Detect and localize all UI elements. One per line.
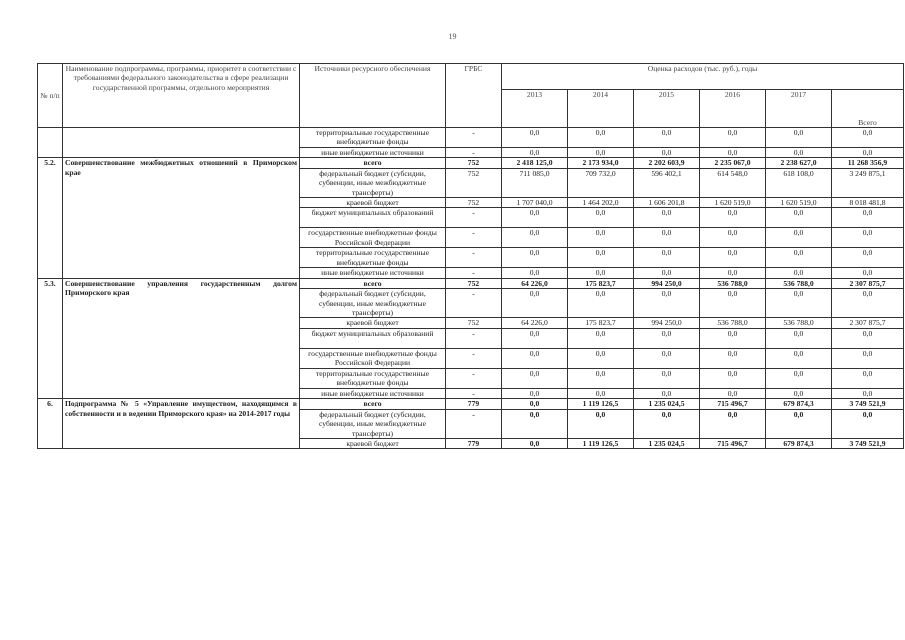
value-cell: 8 018 481,8 — [832, 198, 904, 208]
grbs-cell: - — [446, 368, 502, 388]
value-cell: 0,0 — [502, 399, 568, 409]
value-cell: 0,0 — [634, 409, 700, 438]
value-cell: 709 732,0 — [568, 168, 634, 197]
header-year: 2017 — [766, 90, 832, 128]
section-number: 5.2. — [38, 158, 63, 278]
value-cell: 0,0 — [502, 368, 568, 388]
value-cell: 0,0 — [766, 268, 832, 278]
header-num: № п/п — [38, 64, 63, 128]
header-total: Всего — [832, 90, 904, 128]
value-cell: 0,0 — [568, 268, 634, 278]
value-cell: 0,0 — [766, 248, 832, 268]
value-cell: 0,0 — [568, 328, 634, 348]
table-header — [38, 64, 904, 128]
source-cell: территориальные государственные внебюджетные фонды — [300, 248, 446, 268]
name-cell — [63, 128, 300, 158]
grbs-cell: 752 — [446, 318, 502, 328]
value-cell: 0,0 — [502, 388, 568, 398]
value-cell: 2 235 067,0 — [700, 158, 766, 168]
value-cell: 0,0 — [502, 328, 568, 348]
grbs-cell: - — [446, 328, 502, 348]
value-cell: 2 307 875,7 — [832, 318, 904, 328]
value-cell: 0,0 — [700, 328, 766, 348]
value-cell: 0,0 — [766, 348, 832, 368]
value-cell: 2 238 627,0 — [766, 158, 832, 168]
source-cell: иные внебюджетные источники — [300, 268, 446, 278]
value-cell: 1 119 126,5 — [568, 399, 634, 409]
value-cell: 0,0 — [502, 208, 568, 228]
value-cell: 0,0 — [832, 289, 904, 318]
value-cell: 715 496,7 — [700, 438, 766, 448]
header-year: 2013 — [502, 90, 568, 128]
value-cell: 0,0 — [700, 228, 766, 248]
value-cell: 2 418 125,0 — [502, 158, 568, 168]
value-cell: 0,0 — [766, 368, 832, 388]
value-cell: 0,0 — [832, 208, 904, 228]
source-cell: всего — [300, 158, 446, 168]
value-cell: 0,0 — [502, 289, 568, 318]
source-cell: территориальные государственные внебюджетные фонды — [300, 128, 446, 148]
value-cell: 1 620 519,0 — [700, 198, 766, 208]
grbs-cell: - — [446, 348, 502, 368]
value-cell: 1 119 126,5 — [568, 438, 634, 448]
grbs-cell: - — [446, 148, 502, 158]
num-cell — [38, 128, 63, 158]
value-cell: 0,0 — [568, 409, 634, 438]
value-cell: 0,0 — [634, 148, 700, 158]
source-cell: бюджет муниципальных образований — [300, 328, 446, 348]
value-cell: 0,0 — [832, 248, 904, 268]
value-cell: 0,0 — [766, 208, 832, 228]
table-row — [38, 128, 904, 148]
header-name: Наименование подпрограммы, программы, приоритет в соответствии с требованиями федерального законодательства в сфере реализации государственной программы, отдельного мероприятия — [63, 64, 300, 128]
header-year: 2016 — [700, 90, 766, 128]
value-cell: 1 464 202,0 — [568, 198, 634, 208]
value-cell: 536 788,0 — [766, 278, 832, 288]
value-cell: 0,0 — [634, 128, 700, 148]
page-number: 19 — [448, 32, 457, 41]
value-cell: 0,0 — [700, 208, 766, 228]
value-cell: 0,0 — [700, 128, 766, 148]
source-cell: краевой бюджет — [300, 438, 446, 448]
grbs-cell: - — [446, 128, 502, 148]
grbs-cell: 752 — [446, 158, 502, 168]
source-cell: всего — [300, 278, 446, 288]
value-cell: 0,0 — [568, 348, 634, 368]
source-cell: бюджет муниципальных образований — [300, 208, 446, 228]
value-cell: 0,0 — [568, 368, 634, 388]
value-cell: 0,0 — [634, 248, 700, 268]
section-number: 5.3. — [38, 278, 63, 398]
value-cell: 0,0 — [700, 248, 766, 268]
value-cell: 0,0 — [568, 388, 634, 398]
value-cell: 0,0 — [700, 409, 766, 438]
value-cell: 0,0 — [766, 148, 832, 158]
source-cell: краевой бюджет — [300, 198, 446, 208]
value-cell: 711 085,0 — [502, 168, 568, 197]
value-cell: 0,0 — [700, 368, 766, 388]
section-number: 6. — [38, 399, 63, 449]
value-cell: 11 268 356,9 — [832, 158, 904, 168]
source-cell: государственные внебюджетные фонды Российской Федерации — [300, 228, 446, 248]
value-cell: 0,0 — [832, 348, 904, 368]
value-cell: 175 823,7 — [568, 278, 634, 288]
value-cell: 0,0 — [634, 289, 700, 318]
value-cell: 0,0 — [634, 208, 700, 228]
value-cell: 3 249 875,1 — [832, 168, 904, 197]
value-cell: 1 235 024,5 — [634, 438, 700, 448]
header-year: 2014 — [568, 90, 634, 128]
value-cell: 596 402,1 — [634, 168, 700, 197]
value-cell: 679 874,3 — [766, 438, 832, 448]
value-cell: 0,0 — [700, 289, 766, 318]
value-cell: 0,0 — [502, 348, 568, 368]
grbs-cell: - — [446, 409, 502, 438]
value-cell: 0,0 — [568, 248, 634, 268]
grbs-cell: - — [446, 268, 502, 278]
grbs-cell: 779 — [446, 399, 502, 409]
value-cell: 0,0 — [832, 228, 904, 248]
table-body — [38, 128, 904, 449]
value-cell: 715 496,7 — [700, 399, 766, 409]
value-cell: 0,0 — [634, 328, 700, 348]
value-cell: 994 250,0 — [634, 278, 700, 288]
grbs-cell: - — [446, 248, 502, 268]
source-cell: территориальные государственные внебюджетные фонды — [300, 368, 446, 388]
value-cell: 0,0 — [502, 438, 568, 448]
value-cell: 0,0 — [832, 328, 904, 348]
value-cell: 0,0 — [634, 388, 700, 398]
value-cell: 994 250,0 — [634, 318, 700, 328]
value-cell: 0,0 — [700, 348, 766, 368]
value-cell: 0,0 — [634, 368, 700, 388]
value-cell: 0,0 — [502, 128, 568, 148]
value-cell: 0,0 — [832, 148, 904, 158]
value-cell: 536 788,0 — [766, 318, 832, 328]
section-name: Подпрограмма № 5 «Управление имуществом, находящимся в собственности и в ведении Приморского края» на 2014-2017 годы — [63, 399, 300, 449]
value-cell: 2 202 603,9 — [634, 158, 700, 168]
value-cell: 0,0 — [502, 148, 568, 158]
header-source: Источники ресурсного обеспечения — [300, 64, 446, 128]
value-cell: 175 823,7 — [568, 318, 634, 328]
value-cell: 0,0 — [502, 268, 568, 278]
value-cell: 0,0 — [700, 388, 766, 398]
value-cell: 0,0 — [766, 128, 832, 148]
grbs-cell: 752 — [446, 168, 502, 197]
value-cell: 0,0 — [700, 268, 766, 278]
value-cell: 0,0 — [568, 208, 634, 228]
source-cell: государственные внебюджетные фонды Российской Федерации — [300, 348, 446, 368]
value-cell: 1 620 519,0 — [766, 198, 832, 208]
value-cell: 0,0 — [502, 409, 568, 438]
value-cell: 0,0 — [766, 328, 832, 348]
grbs-cell: - — [446, 208, 502, 228]
value-cell: 2 307 875,7 — [832, 278, 904, 288]
value-cell: 2 173 934,0 — [568, 158, 634, 168]
source-cell: федеральный бюджет (субсидии, субвенции, иные межбюджетные трансферты) — [300, 289, 446, 318]
value-cell: 1 606 201,8 — [634, 198, 700, 208]
grbs-cell: 779 — [446, 438, 502, 448]
value-cell: 0,0 — [700, 148, 766, 158]
header-grbs: ГРБС — [446, 64, 502, 128]
value-cell: 1 707 040,0 — [502, 198, 568, 208]
grbs-cell: 752 — [446, 278, 502, 288]
value-cell: 0,0 — [502, 248, 568, 268]
value-cell: 64 226,0 — [502, 318, 568, 328]
table-row — [38, 158, 904, 168]
value-cell: 64 226,0 — [502, 278, 568, 288]
value-cell: 536 788,0 — [700, 278, 766, 288]
value-cell: 0,0 — [766, 388, 832, 398]
source-cell: федеральный бюджет (субсидии, субвенции, иные межбюджетные трансферты) — [300, 168, 446, 197]
budget-table — [37, 63, 904, 449]
value-cell: 0,0 — [634, 268, 700, 278]
header-estimate: Оценка расходов (тыс. руб.), годы — [502, 64, 904, 90]
value-cell: 0,0 — [502, 228, 568, 248]
grbs-cell: - — [446, 289, 502, 318]
value-cell: 0,0 — [568, 228, 634, 248]
source-cell: иные внебюджетные источники — [300, 148, 446, 158]
grbs-cell: 752 — [446, 198, 502, 208]
table-row — [38, 278, 904, 288]
value-cell: 0,0 — [634, 228, 700, 248]
source-cell: краевой бюджет — [300, 318, 446, 328]
value-cell: 0,0 — [568, 289, 634, 318]
value-cell: 0,0 — [568, 128, 634, 148]
value-cell: 3 749 521,9 — [832, 438, 904, 448]
grbs-cell: - — [446, 228, 502, 248]
section-name: Совершенствование управления государственным долгом Приморского края — [63, 278, 300, 398]
value-cell: 614 548,0 — [700, 168, 766, 197]
value-cell: 0,0 — [832, 368, 904, 388]
header-year: 2015 — [634, 90, 700, 128]
value-cell: 0,0 — [832, 128, 904, 148]
value-cell: 0,0 — [568, 148, 634, 158]
value-cell: 3 749 521,9 — [832, 399, 904, 409]
value-cell: 0,0 — [634, 348, 700, 368]
value-cell: 0,0 — [766, 409, 832, 438]
value-cell: 618 108,0 — [766, 168, 832, 197]
value-cell: 0,0 — [832, 268, 904, 278]
value-cell: 1 235 024,5 — [634, 399, 700, 409]
value-cell: 679 874,3 — [766, 399, 832, 409]
source-cell: иные внебюджетные источники — [300, 388, 446, 398]
source-cell: всего — [300, 399, 446, 409]
section-name: Совершенствование межбюджетных отношений в Приморском крае — [63, 158, 300, 278]
table-row — [38, 399, 904, 409]
value-cell: 0,0 — [766, 289, 832, 318]
value-cell: 0,0 — [766, 228, 832, 248]
grbs-cell: - — [446, 388, 502, 398]
value-cell: 0,0 — [832, 409, 904, 438]
source-cell: федеральный бюджет (субсидии, субвенции, иные межбюджетные трансферты) — [300, 409, 446, 438]
value-cell: 0,0 — [832, 388, 904, 398]
value-cell: 536 788,0 — [700, 318, 766, 328]
